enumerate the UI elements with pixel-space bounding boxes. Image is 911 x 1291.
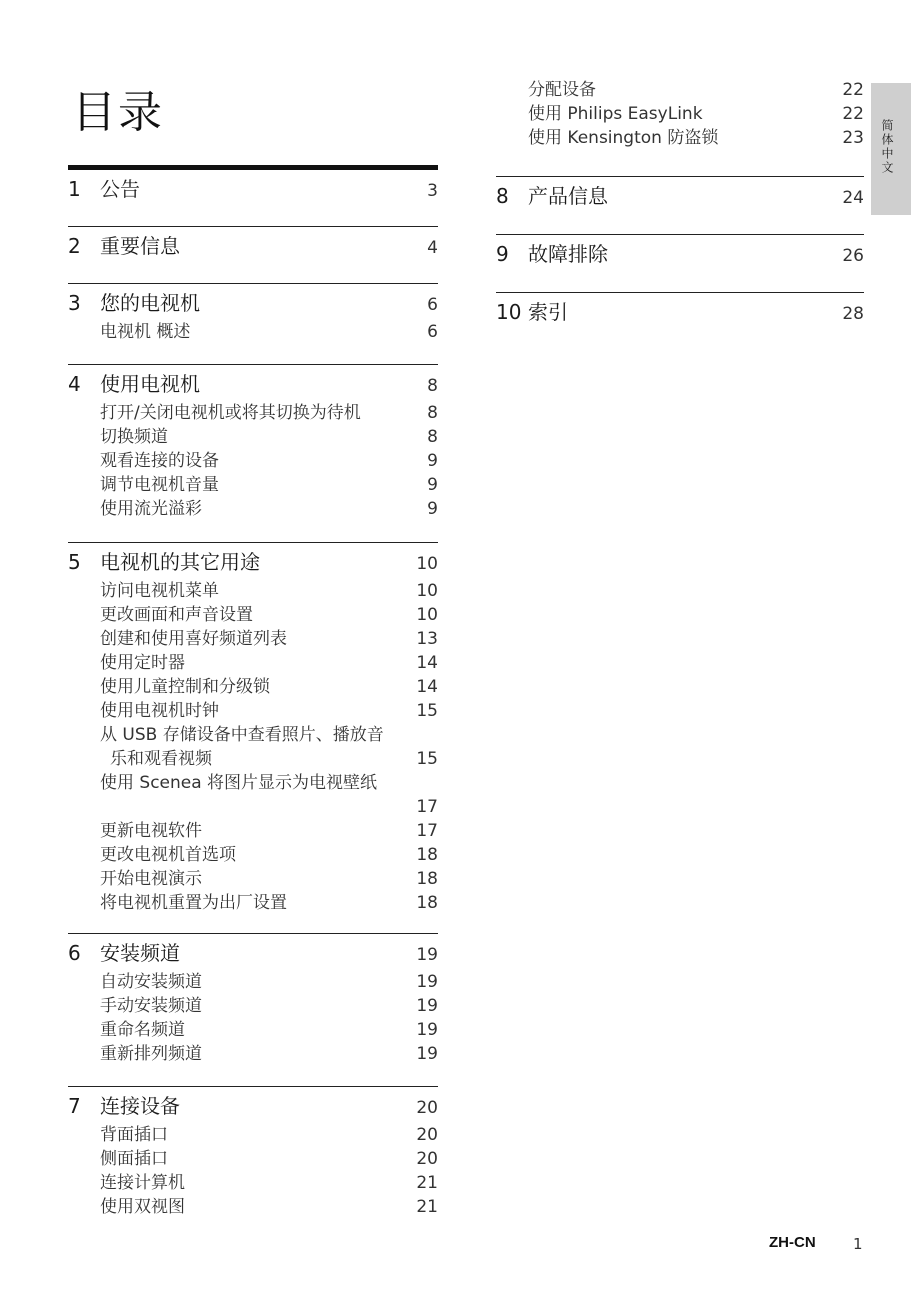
toc-subentry[interactable]: [68, 320, 438, 344]
section-title: 连接设备: [100, 1094, 180, 1118]
toc-section-5: [68, 542, 438, 933]
toc-subentry[interactable]: [68, 994, 438, 1018]
toc-subentry[interactable]: [68, 1195, 438, 1219]
section-number: 2: [68, 234, 81, 258]
page-title: 目录: [72, 87, 164, 138]
section-number: 1: [68, 177, 81, 201]
subentry-title: 更新电视软件: [100, 821, 202, 841]
subentry-title: 更改电视机首选项: [100, 845, 236, 865]
subentry-title: 使用儿童控制和分级锁: [100, 677, 270, 697]
toc-subentry[interactable]: [68, 473, 438, 497]
subentry-page: 20: [416, 1125, 438, 1145]
toc-subentry[interactable]: [68, 401, 438, 425]
toc-entry-2[interactable]: [68, 227, 438, 263]
subentry-title: 创建和使用喜好频道列表: [100, 629, 287, 649]
subentry-title-line2: 乐和观看视频: [110, 749, 212, 769]
subentry-page: 19: [416, 972, 438, 992]
subentry-page: 9: [427, 499, 438, 519]
subentry-title-line1: 从 USB 存储设备中查看照片、播放音: [100, 725, 384, 745]
toc-subentry[interactable]: [496, 78, 864, 102]
subentry-page: 22: [842, 80, 864, 100]
section-page: 26: [842, 246, 864, 266]
section-page: 8: [427, 376, 438, 396]
subentry-title: 将电视机重置为出厂设置: [100, 893, 287, 913]
toc-subentry[interactable]: [68, 497, 438, 521]
subentry-title: 调节电视机音量: [100, 475, 219, 495]
toc-subentry[interactable]: [68, 1171, 438, 1195]
section-number: 6: [68, 941, 81, 965]
toc-section-8: [496, 176, 864, 234]
subentry-title: 打开/关闭电视机或将其切换为待机: [100, 403, 361, 423]
section-title: 公告: [100, 177, 140, 201]
subentry-title: 使用定时器: [100, 653, 185, 673]
subentry-title: 侧面插口: [100, 1149, 168, 1169]
subentry-page: 17: [416, 797, 438, 817]
toc-section-1: [68, 170, 438, 226]
toc-entry-7[interactable]: [68, 1087, 438, 1123]
section-number: 3: [68, 291, 81, 315]
subentry-page: 19: [416, 1044, 438, 1064]
section-page: 28: [842, 304, 864, 324]
subentry-page: 18: [416, 845, 438, 865]
section-page: 24: [842, 188, 864, 208]
toc-entry-9[interactable]: [496, 235, 864, 271]
toc-subentry[interactable]: [68, 819, 438, 843]
subentry-title: 使用流光溢彩: [100, 499, 202, 519]
subentry-title: 使用电视机时钟: [100, 701, 219, 721]
subentry-title: 重新排列频道: [100, 1044, 202, 1064]
section-number: 4: [68, 372, 81, 396]
section-number: 9: [496, 242, 509, 266]
toc-subentry[interactable]: [68, 449, 438, 473]
toc-entry-1[interactable]: [68, 170, 438, 206]
subentry-title: 访问电视机菜单: [100, 581, 219, 601]
subentry-page: 17: [416, 821, 438, 841]
toc-section-6: [68, 933, 438, 1086]
subentry-page: 8: [427, 403, 438, 423]
subentry-page: 10: [416, 605, 438, 625]
subentry-title: 手动安装频道: [100, 996, 202, 1016]
subentry-title: 使用 Kensington 防盗锁: [528, 128, 719, 148]
toc-subentry[interactable]: [68, 579, 438, 603]
subentry-title: 使用双视图: [100, 1197, 185, 1217]
toc-entry-4[interactable]: [68, 365, 438, 401]
subentry-page: 21: [416, 1197, 438, 1217]
toc-entry-10[interactable]: [496, 293, 864, 329]
section-number: 10: [496, 300, 522, 324]
toc-section-3: [68, 283, 438, 364]
toc-left-column: [68, 165, 438, 1227]
language-tab-label: 简体中文: [880, 119, 894, 175]
footer-page-number: 1: [853, 1235, 863, 1253]
toc-subentry[interactable]: [496, 102, 864, 126]
toc-right-column: [496, 78, 864, 350]
toc-subentry[interactable]: [68, 1042, 438, 1066]
section-page: 20: [416, 1098, 438, 1118]
subentry-title: 开始电视演示: [100, 869, 202, 889]
subentry-title: 更改画面和声音设置: [100, 605, 253, 625]
section-title: 索引: [528, 300, 568, 324]
section-page: 10: [416, 554, 438, 574]
toc-subentry[interactable]: [68, 843, 438, 867]
toc-subentry-scenea[interactable]: [68, 771, 438, 819]
footer-language-code: ZH-CN: [769, 1234, 816, 1251]
section-page: 6: [427, 295, 438, 315]
subentry-page: 6: [427, 322, 438, 342]
subentry-title: 观看连接的设备: [100, 451, 219, 471]
subentry-page: 20: [416, 1149, 438, 1169]
subentry-page: 22: [842, 104, 864, 124]
subentry-page: 9: [427, 451, 438, 471]
section-title: 使用电视机: [100, 372, 200, 396]
subentry-page: 14: [416, 653, 438, 673]
subentry-page: 13: [416, 629, 438, 649]
subentry-title: 背面插口: [100, 1125, 168, 1145]
section-page: 4: [427, 238, 438, 258]
section-number: 7: [68, 1094, 81, 1118]
subentry-page: 14: [416, 677, 438, 697]
section-title: 产品信息: [528, 184, 608, 208]
section-title: 安装频道: [100, 941, 180, 965]
toc-subentry[interactable]: [496, 126, 864, 150]
toc-subentry[interactable]: [68, 1123, 438, 1147]
toc-subentry[interactable]: [68, 425, 438, 449]
subentry-title: 使用 Scenea 将图片显示为电视壁纸: [100, 773, 378, 793]
section-title: 您的电视机: [100, 291, 200, 315]
toc-section-4: [68, 364, 438, 542]
toc-entry-8[interactable]: [496, 177, 864, 213]
toc-subentry[interactable]: [68, 867, 438, 891]
subentry-page: 15: [416, 701, 438, 721]
toc-subentry[interactable]: [68, 891, 438, 915]
subentry-title: 切换频道: [100, 427, 168, 447]
subentry-page: 9: [427, 475, 438, 495]
section-number: 8: [496, 184, 509, 208]
subentry-page: 18: [416, 893, 438, 913]
subentry-title: 重命名频道: [100, 1020, 185, 1040]
toc-section-7: [68, 1086, 438, 1227]
toc-subentry[interactable]: [68, 699, 438, 723]
toc-subentry[interactable]: [68, 970, 438, 994]
section-page: 3: [427, 181, 438, 201]
subentry-title: 电视机 概述: [100, 322, 191, 342]
toc-subentry-usb[interactable]: [68, 723, 438, 771]
toc-entry-3[interactable]: [68, 284, 438, 320]
toc-subentry[interactable]: [68, 651, 438, 675]
subentry-title: 连接计算机: [100, 1173, 185, 1193]
toc-section-2: [68, 226, 438, 283]
section-page: 19: [416, 945, 438, 965]
toc-subentry[interactable]: [68, 603, 438, 627]
subentry-page: 8: [427, 427, 438, 447]
section-title: 电视机的其它用途: [100, 550, 260, 574]
subentry-page: 19: [416, 1020, 438, 1040]
toc-subentry[interactable]: [68, 1147, 438, 1171]
section-number: 5: [68, 550, 81, 574]
subentry-title: 自动安装频道: [100, 972, 202, 992]
subentry-title: 分配设备: [528, 80, 596, 100]
toc-entry-6[interactable]: [68, 934, 438, 970]
toc-entry-5[interactable]: [68, 543, 438, 579]
subentry-title: 使用 Philips EasyLink: [528, 104, 703, 124]
toc-section-9: [496, 234, 864, 292]
section-title: 故障排除: [528, 242, 608, 266]
toc-subentry[interactable]: [68, 1018, 438, 1042]
toc-subentry[interactable]: [68, 675, 438, 699]
subentry-page: 19: [416, 996, 438, 1016]
section-title: 重要信息: [100, 234, 180, 258]
subentry-page: 18: [416, 869, 438, 889]
subentry-page: 10: [416, 581, 438, 601]
toc-section-10: [496, 292, 864, 350]
subentry-page: 15: [416, 749, 438, 769]
subentry-page: 23: [842, 128, 864, 148]
toc-section-7-continued: [496, 78, 864, 176]
toc-subentry[interactable]: [68, 627, 438, 651]
subentry-page: 21: [416, 1173, 438, 1193]
language-tab: [871, 83, 911, 215]
